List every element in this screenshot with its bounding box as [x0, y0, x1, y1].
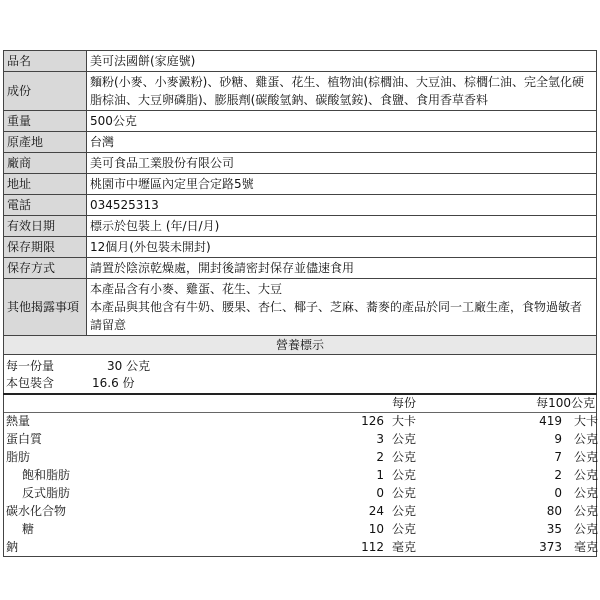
column-per-100g: 每100公克 [536, 396, 595, 410]
per-serving-value: 126 [361, 414, 384, 428]
per-serving-unit: 公克 [392, 450, 417, 464]
nutrient-name: 反式脂肪 [22, 486, 71, 500]
label-expiry-date: 有效日期 [4, 216, 87, 237]
nutrition-row [4, 521, 599, 537]
value-product-name: 美可法國餅(家庭號) [87, 51, 597, 72]
nutrient-name: 脂肪 [6, 450, 31, 464]
per-serving-value: 10 [368, 522, 384, 536]
per-100g-value: 0 [554, 486, 562, 500]
nutrient-name: 飽和脂肪 [22, 468, 71, 482]
per-100g-value: 80 [546, 504, 562, 518]
value-origin: 台灣 [87, 132, 597, 153]
per-serving-unit: 公克 [392, 504, 417, 518]
per-100g-unit: 公克 [574, 522, 599, 536]
nutrition-header-row [4, 395, 596, 411]
disclosure-line: 本產品與其他含有牛奶、腰果、杏仁、椰子、芝麻、蕎麥的產品於同一工廠生產，食物過敏者請留意 [90, 300, 583, 332]
per-serving-unit: 大卡 [392, 414, 417, 428]
value-shelf-life: 12個月(外包裝未開封) [87, 237, 597, 258]
per-serving-value: 112 [361, 540, 384, 554]
per-serving-value: 2 [376, 450, 384, 464]
serving-label: 每一份量 [6, 359, 55, 373]
nutrition-row [4, 467, 599, 483]
per-100g-value: 9 [554, 432, 562, 446]
per-100g-unit: 公克 [574, 468, 599, 482]
label-other-disclosures: 其他揭露事項 [4, 279, 87, 336]
value-manufacturer: 美可食品工業股份有限公司 [87, 153, 597, 174]
per-100g-value: 419 [539, 414, 562, 428]
label-ingredients: 成份 [4, 72, 87, 111]
value-expiry-date: 標示於包裝上 (年/日/月) [87, 216, 597, 237]
row-weight [4, 111, 597, 132]
label-product-name: 品名 [4, 51, 87, 72]
label-phone: 電話 [4, 195, 87, 216]
product-label [3, 50, 597, 557]
label-weight: 重量 [4, 111, 87, 132]
row-phone [4, 195, 597, 216]
disclosure-line: 本產品含有小麥、雞蛋、花生、大豆 [90, 282, 283, 296]
row-shelf-life [4, 237, 597, 258]
per-serving-value: 1 [376, 468, 384, 482]
per-pack-value: 16.6 份 [92, 376, 135, 390]
label-address: 地址 [4, 174, 87, 195]
per-100g-unit: 毫克 [574, 540, 599, 554]
per-100g-unit: 大卡 [574, 414, 599, 428]
nutrient-name: 糖 [22, 522, 35, 536]
nutrient-name: 鈉 [6, 540, 19, 554]
per-serving-unit: 公克 [392, 432, 417, 446]
value-ingredients: 麵粉(小麥、小麥澱粉)、砂糖、雞蛋、花生、植物油(棕櫚油、大豆油、棕櫚仁油、完全氫化硬脂棕油、大豆卵磷脂)、膨脹劑(碳酸氫鈉、碳酸氫銨)、食鹽、食用香草香料 [87, 72, 597, 111]
per-100g-value: 7 [554, 450, 562, 464]
nutrition-table [3, 395, 597, 557]
nutrient-name: 熱量 [6, 414, 31, 428]
per-serving-value: 24 [368, 504, 384, 518]
label-shelf-life: 保存期限 [4, 237, 87, 258]
label-storage: 保存方式 [4, 258, 87, 279]
per-100g-unit: 公克 [574, 486, 599, 500]
nutrient-name: 蛋白質 [6, 432, 43, 446]
nutrition-title: 營養標示 [3, 336, 597, 355]
row-address [4, 174, 597, 195]
serving-value: 30 公克 [107, 359, 151, 373]
per-100g-value: 373 [539, 540, 562, 554]
per-pack-label: 本包裝含 [6, 376, 55, 390]
nutrition-row [4, 449, 599, 465]
row-product-name [4, 51, 597, 72]
row-ingredients [4, 72, 597, 111]
value-other-disclosures [87, 279, 597, 336]
per-100g-value: 2 [554, 468, 562, 482]
per-serving-value: 3 [376, 432, 384, 446]
value-weight: 500公克 [87, 111, 597, 132]
row-other-disclosures [4, 279, 597, 336]
row-storage [4, 258, 597, 279]
nutrition-row [4, 431, 599, 447]
per-100g-unit: 公克 [574, 504, 599, 518]
row-origin [4, 132, 597, 153]
product-info-table [3, 50, 597, 336]
nutrition-row [4, 485, 599, 501]
row-manufacturer [4, 153, 597, 174]
nutrient-name: 碳水化合物 [6, 504, 67, 518]
value-storage: 請置於陰涼乾燥處，開封後請密封保存並儘速食用 [87, 258, 597, 279]
nutrition-row [4, 539, 599, 555]
row-expiry-date [4, 216, 597, 237]
label-origin: 原產地 [4, 132, 87, 153]
per-serving-unit: 毫克 [392, 540, 417, 554]
serving-info [3, 355, 597, 393]
per-100g-unit: 公克 [574, 450, 599, 464]
per-100g-unit: 公克 [574, 432, 599, 446]
per-serving-unit: 公克 [392, 522, 417, 536]
per-serving-value: 0 [376, 486, 384, 500]
per-100g-value: 35 [546, 522, 562, 536]
value-address: 桃園市中壢區內定里合定路5號 [87, 174, 597, 195]
label-manufacturer: 廠商 [4, 153, 87, 174]
per-serving-unit: 公克 [392, 486, 417, 500]
column-per-serving: 每份 [391, 396, 416, 410]
per-serving-unit: 公克 [392, 468, 417, 482]
nutrition-row [4, 503, 599, 519]
nutrition-row [4, 413, 599, 429]
value-phone: 034525313 [87, 195, 597, 216]
